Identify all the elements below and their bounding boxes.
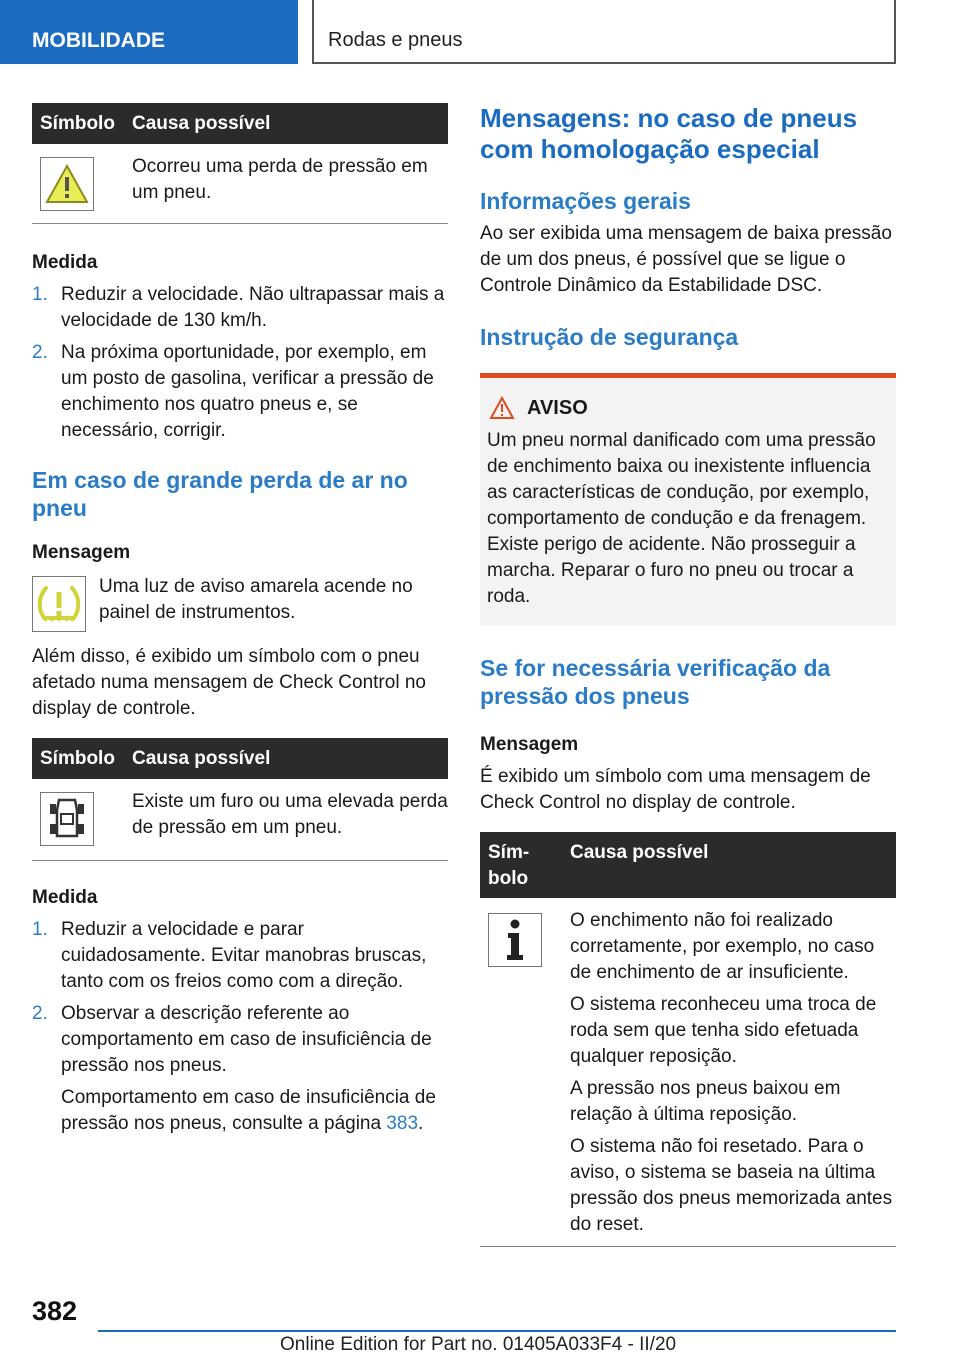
- tire-pressure-warning-icon: [32, 576, 86, 632]
- cause-list: [570, 908, 896, 1238]
- symbol-table-2: [32, 738, 448, 861]
- check-heading: Se for necessária verificação da pressão dos pneus: [480, 655, 831, 709]
- symbol-table-3: [480, 832, 896, 1247]
- list-item: 2. Observar a descrição referente ao comportamento em caso de insuficiência de pressão nos pneus.: [32, 1003, 432, 1076]
- page-link[interactable]: 383: [386, 1113, 419, 1134]
- measure-section-2: [32, 885, 448, 1137]
- cause-text: O sistema reconheceu uma troca de roda sem que tenha sido efetuada qualquer reposição.: [570, 994, 877, 1067]
- section-heading-large-pressure-loss: Em caso de grande perda de ar no pneu: [32, 467, 408, 521]
- footer-divider: [98, 1330, 896, 1332]
- warning-triangle-icon: [40, 157, 94, 211]
- list-item: 1. Reduzir a velocidade. Não ultrapassar mais a velocidade de 130 km/h.: [32, 284, 445, 331]
- warning-triangle-icon: [489, 396, 515, 420]
- header-cause: Causa possível: [132, 112, 271, 134]
- measure-title: Medida: [32, 887, 98, 908]
- table-row: [480, 898, 896, 1247]
- table-header: [480, 832, 896, 898]
- cause-text: O enchimento não foi realizado corretamente, por exemplo, no caso de enchimento de ar insuficiente.: [570, 910, 875, 983]
- right-column: [480, 103, 896, 1247]
- message-row: [32, 574, 448, 632]
- table-header: [32, 738, 448, 779]
- list-item: 2. Na próxima oportunidade, por exemplo, em um posto de gasolina, verificar a pressão de enchimento nos quatro pneus e, se necessário, corrigir.: [32, 342, 434, 441]
- table-row: [32, 779, 448, 861]
- header-symbol: Sím-bolo: [488, 842, 530, 889]
- general-text: Ao ser exibida uma mensagem de baixa pressão de um dos pneus, é possível que se ligue o Controle Dinâmico da Estabilidade DSC.: [480, 223, 892, 296]
- measure-section-1: [32, 250, 448, 444]
- car-tire-puncture-icon: [40, 792, 94, 846]
- warning-title: AVISO: [489, 396, 888, 420]
- message-text: Uma luz de aviso amarela acende no painel de instrumentos.: [99, 576, 413, 623]
- header-cause: Causa possível: [570, 842, 709, 863]
- page-reference: Comportamento em caso de insuficiência de pressão nos pneus, consulte a página 383.: [61, 1087, 436, 1134]
- left-column: [32, 103, 448, 1137]
- message-title: Mensagem: [32, 542, 131, 563]
- warning-text: Um pneu normal danificado com uma pressão de enchimento baixa ou inexistente influencia as características de condução, por exemplo, comportamento de condução e da frenagem. Existe perigo de acidente. Não prosseguir a marcha. Reparar o furo no pneu ou trocar a roda.: [487, 430, 876, 607]
- safety-heading: Instrução de segurança: [480, 324, 739, 350]
- page-number: 382: [32, 1296, 78, 1326]
- general-heading: Informações gerais: [480, 188, 691, 214]
- edition-text: Online Edition for Part no. 01405A033F4 - II/20: [280, 1334, 677, 1355]
- message-text: É exibido um símbolo com uma mensagem de Check Control no display de controle.: [480, 766, 871, 813]
- cause-text: A pressão nos pneus baixou em relação à última reposição.: [570, 1078, 841, 1125]
- header-chapter-title: Rodas e pneus: [312, 0, 896, 64]
- cause-text: Ocorreu uma perda de pressão em um pneu.: [132, 156, 428, 203]
- header-section-tab: MOBILIDADE: [0, 0, 298, 64]
- header-cause: Causa possível: [132, 747, 271, 769]
- table-header: [32, 103, 448, 144]
- table-row: [32, 144, 448, 224]
- header-symbol: Símbolo: [40, 112, 115, 134]
- warning-box: [480, 373, 896, 626]
- symbol-table-1: [32, 103, 448, 224]
- cause-text: O sistema não foi resetado. Para o aviso, o sistema se baseia na última pressão dos pneus memorizada antes do reset.: [570, 1136, 893, 1235]
- main-heading: Mensagens: no caso de pneus com homologação especial: [480, 103, 858, 164]
- additional-text: Além disso, é exibido um símbolo com o pneu afetado numa mensagem de Check Control no display de controle.: [32, 646, 426, 719]
- header-symbol: Símbolo: [40, 747, 115, 769]
- measure-title: Medida: [32, 252, 98, 273]
- info-icon: [488, 913, 542, 967]
- list-item: 1. Reduzir a velocidade e parar cuidadosamente. Evitar manobras bruscas, tanto com os freios como com a direção.: [32, 919, 427, 992]
- cause-text: Existe um furo ou uma elevada perda de pressão em um pneu.: [132, 791, 448, 838]
- message-title: Mensagem: [480, 734, 579, 755]
